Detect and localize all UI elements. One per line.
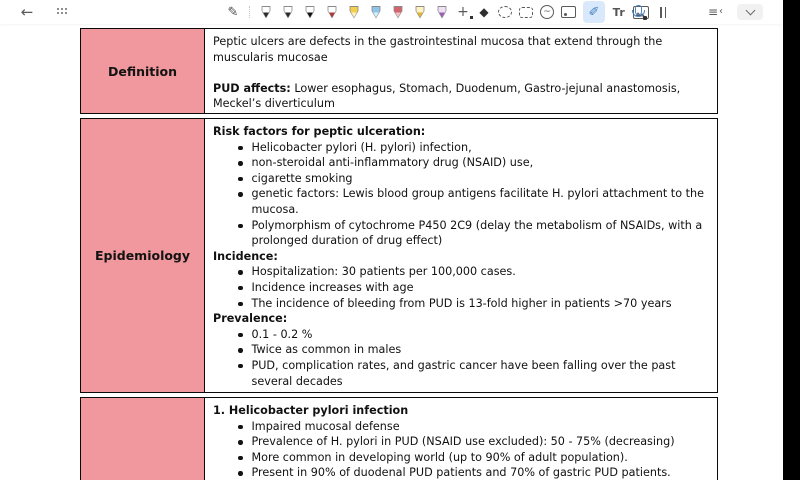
pencil-icon: ✎ <box>227 4 239 20</box>
bullet-dot <box>238 425 243 430</box>
bullet-dot <box>238 192 243 197</box>
doc-table <box>80 28 718 480</box>
pen-red-icon <box>327 6 338 19</box>
bullet-item <box>213 434 709 450</box>
bullet-item <box>213 186 709 217</box>
bullet-dot <box>238 364 243 369</box>
toolbar-separator <box>249 6 250 18</box>
text-box-icon <box>561 6 576 18</box>
toolbar-right-group <box>630 0 763 24</box>
pen-purple-icon <box>437 6 448 19</box>
bullet-dot <box>238 456 243 461</box>
lasso-button[interactable] <box>498 3 512 21</box>
bullet-item <box>213 450 709 466</box>
row-label-cell[interactable] <box>81 398 205 480</box>
paragraph-text: Lower esophagus, Stomach, Duodenum, Gastro-jejunal anastomosis, Meckel’s diverticulum <box>213 81 684 111</box>
bullet-dot <box>238 348 243 353</box>
toolbar-tools-group <box>226 0 670 24</box>
bullet-item <box>213 419 709 435</box>
hide-toolbar-button[interactable] <box>737 4 763 20</box>
bullet-text: genetic factors: Lewis blood group antigens facilitate H. pylori attachment to the mucosa. <box>251 187 704 216</box>
row-content-cell[interactable] <box>205 398 717 480</box>
content-heading: 1. Helicobacter pylori infection <box>213 404 409 417</box>
bullet-dot <box>238 270 243 275</box>
bullet-item <box>213 296 709 312</box>
bullet-item <box>213 327 709 343</box>
eraser-icon: ◆ <box>479 5 489 19</box>
bullet-text: Incidence increases with age <box>251 280 414 294</box>
text-box-button[interactable] <box>561 3 576 21</box>
add-pen-icon: + <box>457 5 469 19</box>
highlighter-blue-button[interactable] <box>369 3 383 21</box>
back-arrow-icon: ← <box>20 2 34 21</box>
bullet-text: Prevalence of H. pylori in PUD (NSAID use excluded): 50 - 75% (decreasing) <box>251 435 675 449</box>
shape-lasso-icon <box>519 7 533 18</box>
add-pen-button[interactable] <box>456 3 470 21</box>
pen-black-1-icon <box>261 6 272 19</box>
text-format-button[interactable] <box>612 3 626 21</box>
bullet-text: The incidence of bleeding from PUD is 13-fold higher in patients >70 years <box>251 296 672 310</box>
shape-lasso-button[interactable] <box>519 3 533 21</box>
content-paragraph <box>213 81 709 112</box>
eraser-button[interactable] <box>477 3 491 21</box>
microphone-button[interactable] <box>630 3 646 21</box>
pen-red-button[interactable] <box>325 3 339 21</box>
pencil-tool-button[interactable] <box>226 3 240 21</box>
bullet-text: Hospitalization: 30 patients per 100,000 cases. <box>251 265 516 279</box>
marker-red-icon <box>393 6 404 19</box>
highlighter-yellow-button[interactable] <box>347 3 361 21</box>
bullet-item <box>213 264 709 280</box>
highlighter-pen-icon: ✐ <box>588 4 600 20</box>
chevron-down-icon <box>745 6 755 16</box>
bullet-text: non-steroidal anti-inflammatory drug (NSAID) use, <box>251 156 534 170</box>
bullet-dot <box>238 177 243 182</box>
bullet-item <box>213 218 709 249</box>
screen-edge-black-strip <box>783 0 800 480</box>
bullet-item <box>213 358 709 389</box>
row-label-cell[interactable] <box>81 29 205 113</box>
scribble-circle-icon: ~ <box>540 5 554 19</box>
bullet-item <box>213 171 709 187</box>
bullet-dot <box>238 286 243 291</box>
dots-grid-icon <box>57 8 69 16</box>
bullet-dot <box>238 302 243 307</box>
bullet-text: Impaired mucosal defense <box>251 419 400 433</box>
bullet-dot <box>238 161 243 166</box>
bullet-dot <box>238 333 243 338</box>
highlighter-blue-icon <box>371 6 382 19</box>
marker-red-button[interactable] <box>391 3 405 21</box>
row-content-cell[interactable] <box>205 29 717 113</box>
bullet-item <box>213 465 709 480</box>
bullet-text: 0.1 - 0.2 % <box>251 327 313 341</box>
pen-black-3-button[interactable] <box>303 3 317 21</box>
pen-black-3-icon <box>305 6 316 19</box>
pen-black-1-button[interactable] <box>259 3 273 21</box>
row-label-text: Epidemiology <box>94 248 191 263</box>
row-content-cell[interactable] <box>205 119 717 392</box>
pen-yellow-icon <box>415 6 426 19</box>
content-heading: Risk factors for peptic ulceration: <box>213 125 426 138</box>
bullet-dot <box>238 224 243 229</box>
bullet-text: Twice as common in males <box>251 343 402 357</box>
bullet-text: Present in 90% of duodenal PUD patients and 70% of gastric PUD patients. <box>251 466 671 480</box>
microphone-icon <box>630 4 646 20</box>
toolbar <box>0 0 783 24</box>
table-row <box>80 118 718 393</box>
dots-grid-button[interactable] <box>56 3 70 21</box>
content-heading: Prevalence: <box>213 312 288 326</box>
collapse-toolbar-icon: ≡ ‹ <box>707 5 723 19</box>
shapes-button[interactable] <box>540 3 554 21</box>
bullet-item <box>213 155 709 171</box>
bullet-text: More common in developing world (up to 90% of adult population). <box>251 450 628 464</box>
back-button[interactable] <box>20 3 34 21</box>
bullet-dot <box>238 440 243 445</box>
pen-black-2-button[interactable] <box>281 3 295 21</box>
blank-line <box>213 65 709 81</box>
table-row <box>80 397 718 480</box>
bullet-text: PUD, complication rates, and gastric cancer have been falling over the past several decades <box>251 358 676 388</box>
bullet-text: Helicobacter pylori (H. pylori) infection, <box>251 140 472 154</box>
pen-set <box>259 3 449 21</box>
highlighter-yellow-icon <box>349 6 360 19</box>
row-label-text: Definition <box>107 63 178 79</box>
bullet-item <box>213 280 709 296</box>
pen-purple-button[interactable] <box>435 3 449 21</box>
table-row <box>80 28 718 114</box>
bullet-text: cigarette smoking <box>251 171 353 185</box>
bullet-item <box>213 342 709 358</box>
text-format-icon: Tr <box>612 5 626 19</box>
content-paragraph <box>213 34 709 65</box>
toolbar-left-group <box>20 0 70 24</box>
row-label-cell[interactable] <box>81 119 205 392</box>
bullet-item <box>213 140 709 156</box>
collapse-toolbar-button[interactable] <box>708 3 723 21</box>
paragraph-bold-lead: PUD affects: <box>213 81 291 95</box>
active-highlighter-button[interactable] <box>583 1 605 23</box>
bullet-text: Polymorphism of cytochrome P450 2C9 (delay the metabolism of NSAIDs, with a prolonged duration of drug effect) <box>251 218 703 248</box>
pen-yellow-button[interactable] <box>413 3 427 21</box>
lasso-icon <box>498 6 512 18</box>
pen-black-2-icon <box>283 6 294 19</box>
bullet-dot <box>238 146 243 151</box>
content-heading: Incidence: <box>213 249 278 263</box>
bullet-dot <box>238 471 243 476</box>
paragraph-text: Peptic ulcers are defects in the gastrointestinal mucosa that extend through the muscularis mucosae <box>213 35 666 64</box>
